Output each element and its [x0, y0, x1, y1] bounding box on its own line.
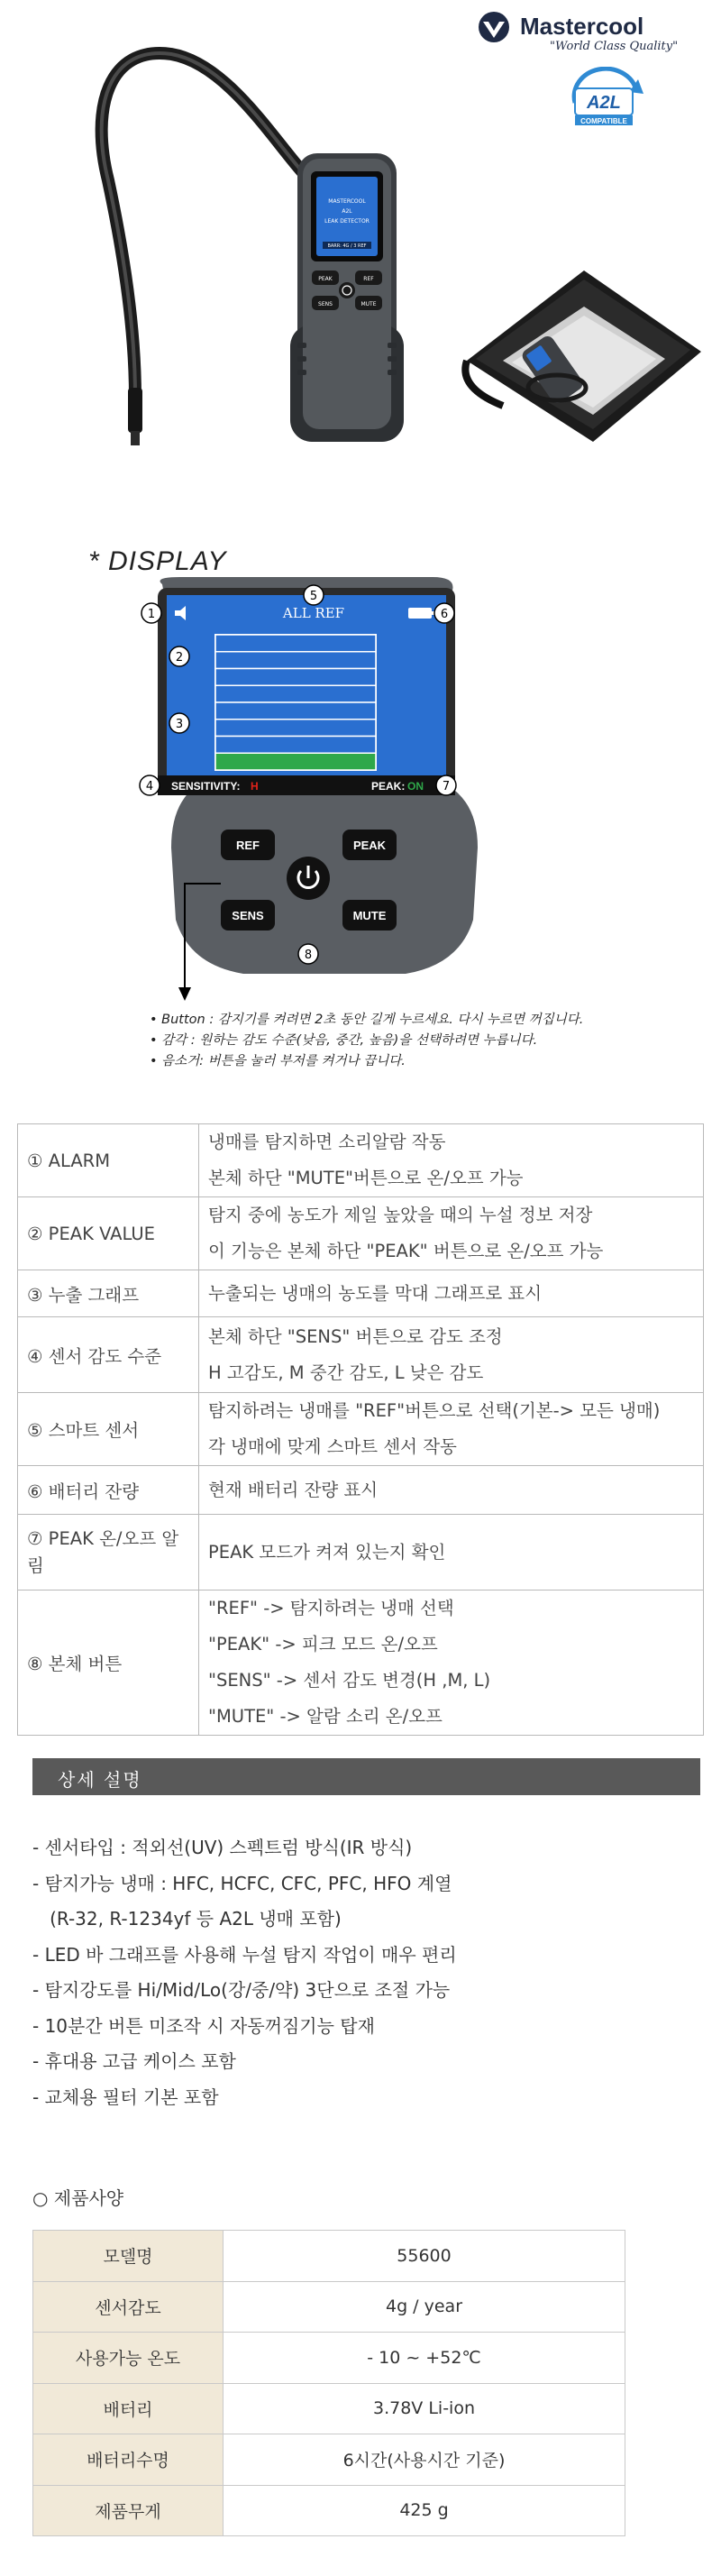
table-row: [18, 1270, 704, 1317]
table-row: [18, 1393, 704, 1466]
function-desc: [199, 1317, 704, 1393]
spec-key: 사용가능 온도: [33, 2333, 224, 2384]
peak-label: PEAK:: [371, 780, 406, 793]
bar-segment: [215, 635, 376, 652]
display-diagram: [135, 577, 514, 1010]
list-item: - 교체용 필터 기본 포함: [32, 2086, 219, 2108]
callout-4: 4: [145, 780, 154, 793]
bar-segment: [215, 669, 376, 686]
hero-btn-sens: SENS: [318, 301, 333, 307]
screen-status: BARR: 4G / 3 REF: [327, 243, 367, 249]
callout-8: 8: [304, 949, 313, 962]
table-row: [18, 1197, 704, 1270]
desc-line: 현재 배터리 잔량 표시: [208, 1479, 379, 1500]
note-mute: • 음소거: 버튼을 눌러 부저를 켜거나 끕니다.: [150, 1054, 406, 1068]
function-key: ⑦ PEAK 온/오프 알림: [18, 1515, 199, 1591]
spec-title: ○ 제품사양: [32, 2187, 124, 2209]
display-btn-ref: REF: [236, 839, 260, 852]
desc-line: 각 냉매에 맞게 스마트 센서 작동: [208, 1436, 457, 1457]
callout-7: 7: [442, 780, 451, 793]
desc-line: 이 기능은 본체 하단 "PEAK" 버튼으로 온/오프 가능: [208, 1241, 604, 1261]
function-desc: [199, 1197, 704, 1270]
list-item: - LED 바 그래프를 사용해 누설 탐지 작업이 매우 편리: [32, 1943, 457, 1966]
spec-value: 4g / year: [224, 2281, 625, 2333]
table-row: [18, 1124, 704, 1197]
function-key: ⑧ 본체 버튼: [18, 1591, 199, 1736]
spec-key: 모델명: [33, 2231, 224, 2282]
button-notes: [150, 1010, 583, 1072]
carrying-case-image: [449, 252, 710, 451]
list-item: - 센서타입 : 적외선(UV) 스펙트럼 방식(IR 방식): [32, 1837, 413, 1858]
a2l-compatible-badge: [566, 67, 647, 128]
desc-line: 본체 하단 "SENS" 버튼으로 감도 조정: [208, 1325, 503, 1347]
brand-name: Mastercool: [520, 13, 644, 40]
list-item: - 휴대용 고급 케이스 포함: [32, 2050, 236, 2072]
peak-value: ON: [407, 780, 424, 793]
feature-list: [32, 1830, 457, 2115]
callout-5: 5: [309, 590, 318, 603]
display-btn-sens: SENS: [232, 909, 264, 922]
list-item: (R-32, R-1234yf 등 A2L 냉매 포함): [32, 1908, 342, 1930]
function-table: [17, 1123, 704, 1736]
function-key: ② PEAK VALUE: [18, 1197, 199, 1270]
function-desc: [199, 1591, 704, 1736]
callout-3: 3: [175, 718, 184, 731]
spec-key: 센서감도: [33, 2281, 224, 2333]
function-key: ⑤ 스마트 센서: [18, 1393, 199, 1466]
spec-key: 제품무게: [33, 2485, 224, 2536]
bar-segment: [215, 753, 376, 770]
screen-line-1: MASTERCOOL: [328, 198, 366, 205]
hero-btn-peak: PEAK: [318, 276, 333, 282]
display-header-text: ALL REF: [282, 605, 345, 621]
a2l-compatible-text: COMPATIBLE: [580, 117, 627, 125]
function-key: ⑥ 배터리 잔량: [18, 1466, 199, 1515]
table-row: [33, 2231, 625, 2282]
function-desc: [199, 1466, 704, 1515]
table-row: [33, 2281, 625, 2333]
spec-value: 425 g: [224, 2485, 625, 2536]
table-row: [18, 1317, 704, 1393]
desc-line: "MUTE" -> 알람 소리 온/오프: [208, 1706, 443, 1727]
table-row: [33, 2383, 625, 2434]
spec-key: 배터리: [33, 2383, 224, 2434]
brand-tagline: "World Class Quality": [550, 40, 679, 53]
list-item: - 10분간 버튼 미조작 시 자동꺼짐기능 탑재: [32, 2014, 375, 2037]
list-item: - 탐지강도를 Hi/Mid/Lo(강/중/약) 3단으로 조절 가능: [32, 1979, 451, 2001]
desc-line: "PEAK" -> 피크 모드 온/오프: [208, 1634, 438, 1655]
bar-graph: [215, 635, 376, 770]
desc-line: "SENS" -> 센서 감도 변경(H ,M, L): [208, 1670, 491, 1691]
sensitivity-value: H: [251, 780, 259, 793]
spec-value: 55600: [224, 2231, 625, 2282]
function-desc: [199, 1515, 704, 1591]
table-row: [18, 1515, 704, 1591]
spec-table: [32, 2230, 625, 2536]
table-row: [18, 1591, 704, 1736]
display-btn-mute: MUTE: [352, 909, 387, 922]
display-btn-peak: PEAK: [352, 839, 387, 852]
bar-segment: [215, 652, 376, 669]
desc-line: 본체 하단 "MUTE"버튼으로 온/오프 가능: [208, 1168, 524, 1188]
battery-icon: [408, 608, 434, 619]
callout-6: 6: [440, 608, 449, 621]
desc-line: "REF" -> 탐지하려는 냉매 선택: [208, 1598, 454, 1618]
function-desc: [199, 1124, 704, 1197]
sensitivity-label: SENSITIVITY:: [171, 780, 241, 793]
bar-segment: [215, 685, 376, 702]
note-power: • Button : 감지기를 켜려면 2초 동안 길게 누르세요. 다시 누르면 꺼집니다.: [150, 1013, 584, 1027]
detail-section-title: 상세 설명: [58, 1769, 142, 1791]
spec-value: 3.78V Li-ion: [224, 2383, 625, 2434]
desc-line: 탐지하려는 냉매를 "REF"버튼으로 선택(기본-> 모든 냉매): [208, 1400, 661, 1421]
list-item: - 탐지가능 냉매 : HFC, HCFC, CFC, PFC, HFO 계열: [32, 1872, 452, 1894]
screen-line-3: LEAK DETECTOR: [324, 218, 370, 225]
desc-line: PEAK 모드가 켜져 있는지 확인: [208, 1541, 446, 1563]
desc-line: H 고감도, M 중간 감도, L 낮은 감도: [208, 1361, 484, 1383]
table-row: [33, 2333, 625, 2384]
function-key: ④ 센서 감도 수준: [18, 1317, 199, 1393]
callout-1: 1: [147, 608, 156, 621]
function-key: ① ALARM: [18, 1124, 199, 1197]
function-desc: [199, 1393, 704, 1466]
function-key: ③ 누출 그래프: [18, 1270, 199, 1317]
callout-2: 2: [175, 651, 184, 665]
table-row: [18, 1466, 704, 1515]
screen-line-2: A2L: [342, 208, 352, 215]
function-desc: [199, 1270, 704, 1317]
bar-segment: [215, 702, 376, 720]
desc-line: 누출되는 냉매의 농도를 막대 그래프로 표시: [208, 1282, 543, 1304]
display-title: * DISPLAY: [88, 546, 227, 576]
spec-value: - 10 ~ +52℃: [224, 2333, 625, 2384]
table-row: [33, 2434, 625, 2486]
desc-line: 탐지 중에 농도가 제일 높았을 때의 누설 정보 저장: [208, 1205, 593, 1225]
hero-btn-mute: MUTE: [360, 301, 377, 307]
a2l-text: A2L: [587, 93, 621, 113]
bar-segment: [215, 720, 376, 737]
note-sensitivity: • 감각 : 원하는 감도 수준(낮음, 중간, 높음)을 선택하려면 누릅니다.: [150, 1033, 538, 1048]
table-row: [33, 2485, 625, 2536]
spec-key: 배터리수명: [33, 2434, 224, 2486]
bar-segment: [215, 737, 376, 754]
hero-btn-ref: REF: [363, 276, 374, 282]
spec-value: 6시간(사용시간 기준): [224, 2434, 625, 2486]
desc-line: 냉매를 탐지하면 소리알람 작동: [208, 1132, 446, 1152]
